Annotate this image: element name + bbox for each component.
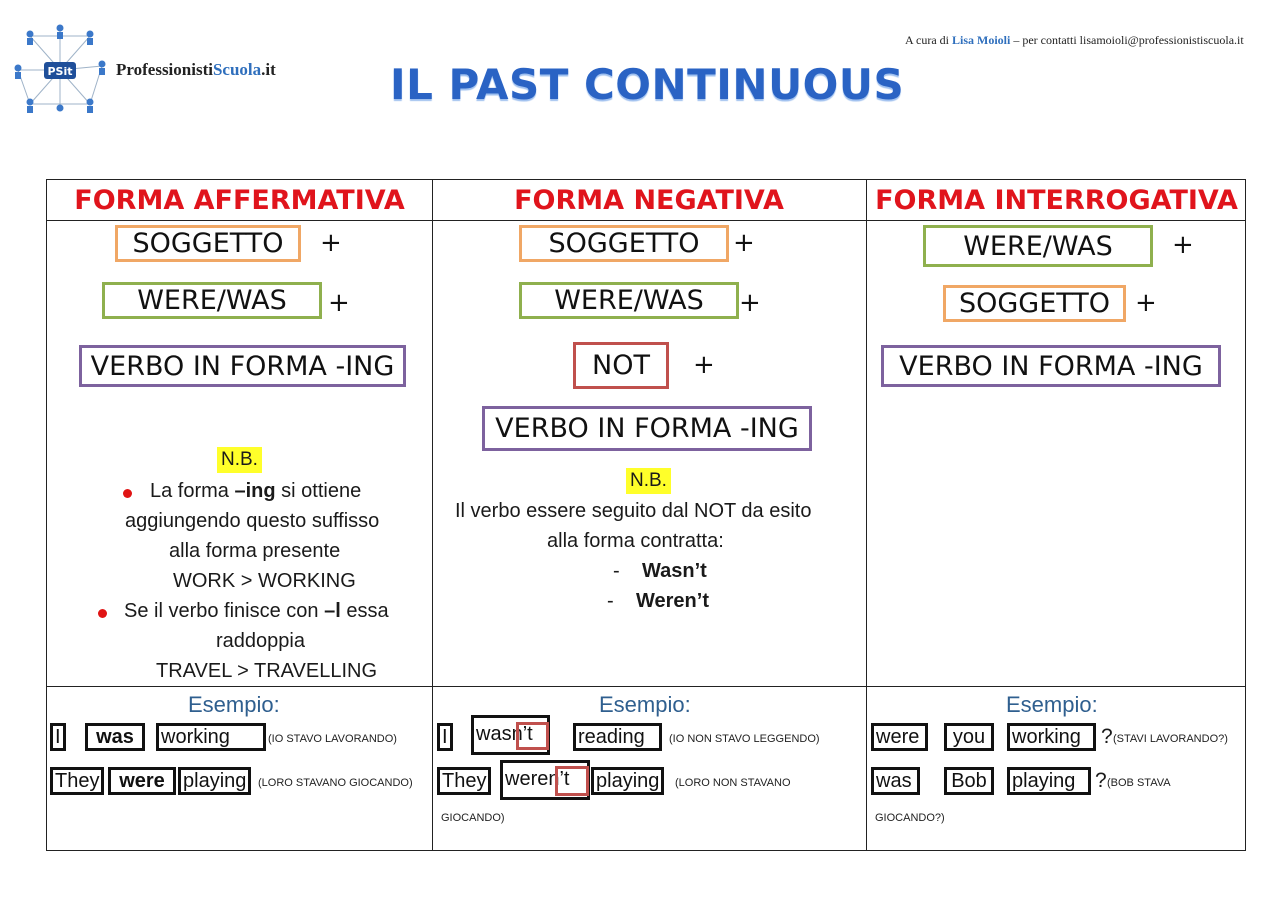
plus-sign: +	[739, 288, 761, 318]
plus-sign: +	[320, 228, 342, 258]
example-translation: GIOCANDO)	[441, 812, 505, 824]
example-verb-box: playing	[178, 767, 251, 795]
were-was-box: WERE/WAS	[519, 282, 739, 319]
verbo-ing-box: VERBO IN FORMA -ING	[79, 345, 406, 387]
nb-label: N.B.	[217, 447, 262, 473]
verbo-ing-box: VERBO IN FORMA -ING	[881, 345, 1221, 387]
esempio-title: Esempio:	[599, 692, 691, 717]
were-was-box: WERE/WAS	[923, 225, 1153, 267]
not-contraction-box	[555, 766, 589, 796]
esempio-title: Esempio:	[1006, 692, 1098, 717]
contracted-form: Weren’t	[636, 590, 709, 612]
example-aux-box: was	[871, 767, 920, 795]
note-line: alla forma presente	[169, 540, 341, 562]
plus-sign: +	[693, 350, 715, 380]
example-aux-box: were	[108, 767, 176, 795]
svg-text:PSit: PSit	[47, 65, 73, 78]
example-verb-box: playing	[591, 767, 664, 795]
plus-sign: +	[733, 228, 755, 258]
example-aux-box: was	[85, 723, 145, 751]
example-verb-box: working	[1007, 723, 1096, 751]
dash: -	[613, 560, 620, 582]
soggetto-box: SOGGETTO	[943, 285, 1126, 322]
contracted-form: Wasn’t	[642, 560, 707, 582]
example-verb-box: reading	[573, 723, 662, 751]
heading-forma-affermativa: FORMA AFFERMATIVA	[74, 185, 405, 216]
example-aux-box: wasn’t	[471, 715, 550, 755]
example-subject-box: Bob	[944, 767, 994, 795]
verbo-ing-box: VERBO IN FORMA -ING	[482, 406, 812, 451]
example-translation: GIOCANDO?)	[875, 812, 945, 824]
example-subject-box: I	[437, 723, 453, 751]
grammar-table	[46, 179, 1246, 851]
plus-sign: +	[1172, 230, 1194, 260]
example-translation: (IO NON STAVO LEGGENDO)	[669, 733, 820, 745]
example-subject-box: They	[50, 767, 104, 795]
note-line: TRAVEL > TRAVELLING	[156, 660, 378, 682]
question-mark: ?	[1101, 725, 1113, 748]
were-was-box: WERE/WAS	[102, 282, 322, 319]
heading-forma-interrogativa: FORMA INTERROGATIVA	[875, 185, 1238, 216]
example-translation: (LORO NON STAVANO	[675, 777, 791, 789]
note-line: WORK > WORKING	[173, 570, 356, 592]
example-translation: (IO STAVO LAVORANDO)	[268, 733, 397, 745]
heading-forma-negativa: FORMA NEGATIVA	[514, 185, 784, 216]
plus-sign: +	[328, 288, 350, 318]
note-line: aggiungendo questo suffisso	[125, 510, 380, 532]
example-verb-box: working	[156, 723, 266, 751]
note-line: Se il verbo finisce con –l essa	[124, 600, 389, 622]
example-subject-box: you	[944, 723, 994, 751]
example-subject-box: They	[437, 767, 491, 795]
example-translation: (STAVI LAVORANDO?)	[1113, 733, 1228, 745]
bullet-dot	[123, 489, 132, 498]
note-line: La forma –ing si ottiene	[150, 480, 362, 502]
bullet-dot	[98, 609, 107, 618]
soggetto-box: SOGGETTO	[115, 225, 301, 262]
nb-label: N.B.	[626, 468, 671, 494]
example-verb-box: playing	[1007, 767, 1091, 795]
note-line: Il verbo essere seguito dal NOT da esito	[455, 500, 812, 522]
not-contraction-box	[516, 722, 549, 750]
not-box: NOT	[573, 342, 669, 389]
network-people-icon	[10, 24, 110, 116]
author-credit: A cura di Lisa Moioli – per contatti lisamoioli@professionistiscuola.it	[905, 33, 1244, 47]
example-subject-box: I	[50, 723, 66, 751]
author-name: Lisa Moioli	[952, 33, 1011, 47]
question-mark: ?	[1095, 769, 1107, 792]
note-line: raddoppia	[216, 630, 305, 652]
page-title: IL PAST CONTINUOUS	[390, 60, 905, 109]
example-translation: (LORO STAVANO GIOCANDO)	[258, 777, 413, 789]
dash: -	[607, 590, 614, 612]
note-line: alla forma contratta:	[547, 530, 724, 552]
example-translation: (BOB STAVA	[1107, 777, 1171, 789]
plus-sign: +	[1135, 288, 1157, 318]
example-aux-box: weren’t	[500, 760, 590, 800]
soggetto-box: SOGGETTO	[519, 225, 729, 262]
example-aux-box: were	[871, 723, 928, 751]
brand-logo-text: ProfessionistiScuola.it	[116, 60, 276, 79]
esempio-title: Esempio:	[188, 692, 280, 717]
